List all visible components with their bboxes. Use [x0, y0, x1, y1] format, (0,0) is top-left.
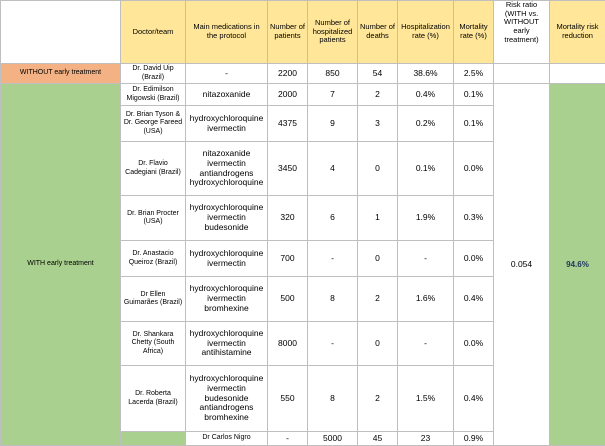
hosp-rate-cell: 1.9%	[398, 196, 454, 241]
table-row	[1, 84, 605, 106]
header-risk-reduction: Mortality risk reduction	[550, 1, 605, 64]
deaths-cell: 0	[358, 322, 398, 366]
med-line: hydroxychloroquine	[188, 114, 265, 124]
patients-cell: 2000	[268, 84, 308, 106]
med-line: ivermectin	[188, 339, 265, 349]
header-risk-ratio: Risk ratio (WITH vs. WITHOUT early treatment)	[494, 1, 550, 64]
med-line: budesonide	[188, 394, 265, 404]
med-line: antiandrogens	[188, 403, 265, 413]
med-line: antiandrogens	[188, 169, 265, 179]
header-medications: Main medications in the protocol	[186, 1, 268, 64]
doctor-cell: Dr. Anastacio Queiroz (Brazil)	[121, 241, 186, 277]
med-line: ivermectin	[188, 294, 265, 304]
deaths-cell: 23	[398, 432, 454, 446]
risk-ratio-value: 0.054	[494, 84, 550, 446]
patients-cell: 8000	[268, 322, 308, 366]
med-line: hydroxychloroquine	[188, 249, 265, 259]
doctor-cell: Dr. Edimilson Migowski (Brazil)	[121, 84, 186, 106]
deaths-cell: 2	[358, 366, 398, 432]
mort-rate-cell: 0.4%	[454, 277, 494, 322]
deaths-cell: 0	[358, 142, 398, 196]
doctor-cell: Dr. Brian Procter (USA)	[121, 196, 186, 241]
meds-cell	[186, 64, 268, 84]
doctor-cell: Dr. Roberta Lacerda (Brazil)	[121, 366, 186, 432]
meds-cell	[268, 432, 308, 446]
med-line: antihistamine	[188, 348, 265, 358]
patients-cell: 2200	[268, 64, 308, 84]
group-without-label: WITHOUT early treatment	[1, 64, 121, 84]
hosp-rate-cell: 0.4%	[398, 84, 454, 106]
meds-cell	[186, 277, 268, 322]
header-deaths: Number of deaths	[358, 1, 398, 64]
group-with-label-end	[121, 432, 186, 446]
meds-cell	[186, 196, 268, 241]
hospitalized-cell: 6	[308, 196, 358, 241]
patients-cell: 700	[268, 241, 308, 277]
mort-rate-cell: 0.1%	[454, 84, 494, 106]
doctor-cell: Dr Carlos Nigro	[186, 432, 268, 446]
risk-reduction-blank	[550, 64, 605, 84]
med-line: hydroxychloroquine	[188, 374, 265, 384]
patients-cell: 5000	[308, 432, 358, 446]
header-doctor: Doctor/team	[121, 1, 186, 64]
med-line: nitazoxanide	[188, 149, 265, 159]
med-line: ivermectin	[188, 124, 265, 134]
doctor-cell: Dr. Shankara Chetty (South Africa)	[121, 322, 186, 366]
med-line: ivermectin	[188, 213, 265, 223]
med-line: hydroxychloroquine	[188, 178, 265, 188]
mort-rate-cell: 0.0%	[454, 142, 494, 196]
hosp-rate-cell: 1.5%	[398, 366, 454, 432]
deaths-cell: 3	[358, 106, 398, 142]
hospitalized-cell: 8	[308, 366, 358, 432]
hosp-rate-cell: 0.9%	[454, 432, 494, 446]
meds-cell	[186, 241, 268, 277]
patients-cell: 3450	[268, 142, 308, 196]
hosp-rate-cell: -	[398, 241, 454, 277]
med-line: -	[188, 69, 265, 79]
doctor-cell: Dr. Flavio Cadegiani (Brazil)	[121, 142, 186, 196]
group-with-label: WITH early treatment	[1, 84, 121, 446]
med-line: budesonide	[188, 223, 265, 233]
hosp-rate-cell: 1.6%	[398, 277, 454, 322]
med-line: bromhexine	[188, 304, 265, 314]
patients-cell: 4375	[268, 106, 308, 142]
med-line: hydroxychloroquine	[188, 203, 265, 213]
hosp-rate-cell: 0.1%	[398, 142, 454, 196]
doctor-cell: Dr Ellen Guimarães (Brazil)	[121, 277, 186, 322]
hospitalized-cell: 7	[308, 84, 358, 106]
med-line: hydroxychloroquine	[188, 329, 265, 339]
med-line: bromhexine	[188, 413, 265, 423]
hospitalized-cell: 850	[308, 64, 358, 84]
med-line: ivermectin	[188, 384, 265, 394]
patients-cell: 320	[268, 196, 308, 241]
hospitalized-cell: 45	[358, 432, 398, 446]
meds-cell	[186, 84, 268, 106]
mort-rate-cell: 2.5%	[454, 64, 494, 84]
corner-cell	[1, 1, 121, 64]
doctor-cell: Dr. David Uip (Brazil)	[121, 64, 186, 84]
med-line: ivermectin	[188, 259, 265, 269]
table-row	[1, 64, 605, 84]
header-row	[1, 1, 605, 64]
deaths-cell: 1	[358, 196, 398, 241]
header-hospitalized: Number of hospitalized patients	[308, 1, 358, 64]
header-mort-rate: Mortality rate (%)	[454, 1, 494, 64]
mort-rate-cell: 0.1%	[454, 106, 494, 142]
meds-cell	[186, 366, 268, 432]
meds-cell	[186, 106, 268, 142]
header-patients: Number of patients	[268, 1, 308, 64]
hosp-rate-cell: 0.2%	[398, 106, 454, 142]
hospitalized-cell: 4	[308, 142, 358, 196]
med-line: nitazoxanide	[188, 90, 265, 100]
deaths-cell: 2	[358, 277, 398, 322]
patients-cell: 500	[268, 277, 308, 322]
med-line: ivermectin	[188, 159, 265, 169]
mort-rate-cell: 0.4%	[454, 366, 494, 432]
header-hosp-rate: Hospitalization rate (%)	[398, 1, 454, 64]
risk-reduction-value: 94.6%	[550, 84, 605, 446]
meds-cell	[186, 322, 268, 366]
risk-ratio-blank	[494, 64, 550, 84]
meds-cell	[186, 142, 268, 196]
doctor-cell: Dr. Brian Tyson & Dr. George Fareed (USA)	[121, 106, 186, 142]
hospitalized-cell: -	[308, 241, 358, 277]
deaths-cell: 54	[358, 64, 398, 84]
hosp-rate-cell: 38.6%	[398, 64, 454, 84]
hosp-rate-cell: -	[398, 322, 454, 366]
med-line: hydroxychloroquine	[188, 284, 265, 294]
hospitalized-cell: 9	[308, 106, 358, 142]
hospitalized-cell: 8	[308, 277, 358, 322]
mort-rate-cell: 0.3%	[454, 196, 494, 241]
deaths-cell: 2	[358, 84, 398, 106]
med-line: -	[270, 434, 305, 444]
hospitalized-cell: -	[308, 322, 358, 366]
deaths-cell: 0	[358, 241, 398, 277]
mort-rate-cell: 0.0%	[454, 241, 494, 277]
mort-rate-cell: 0.0%	[454, 322, 494, 366]
patients-cell: 550	[268, 366, 308, 432]
